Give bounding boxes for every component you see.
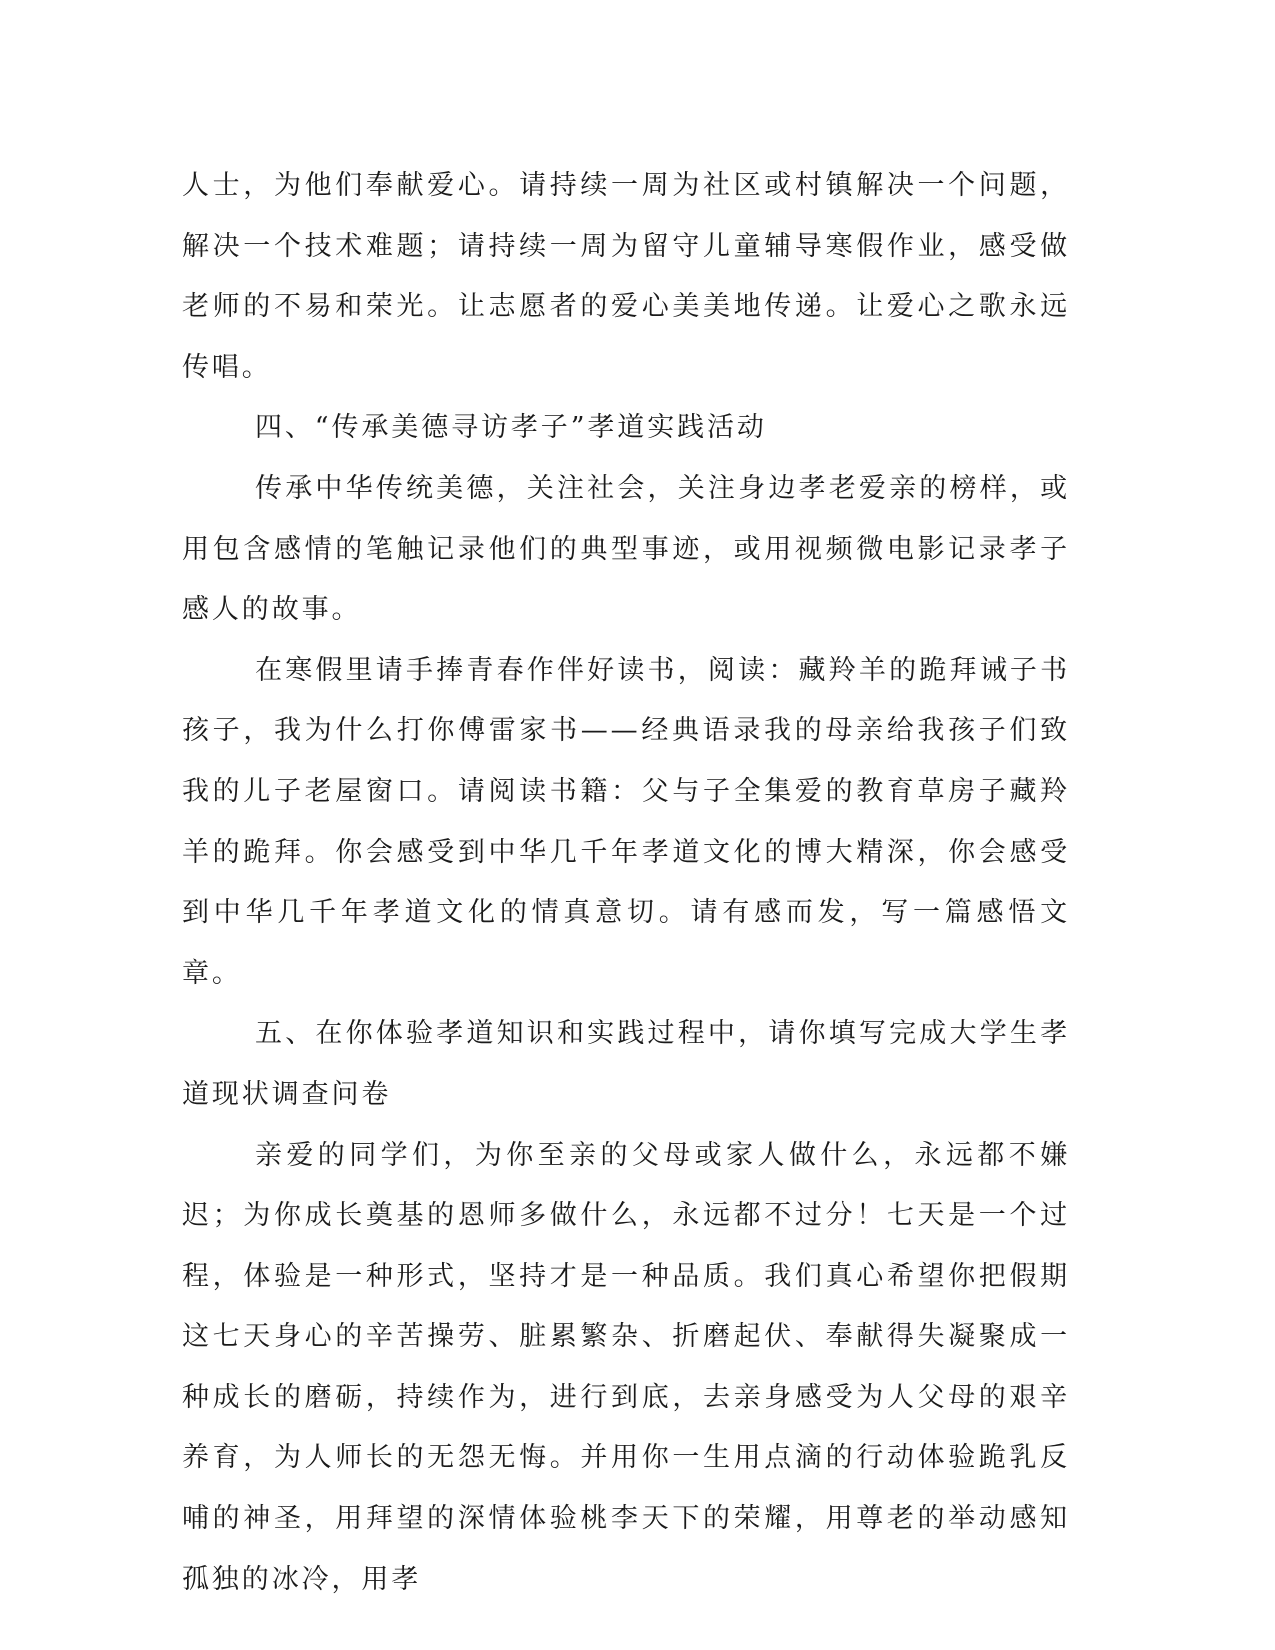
paragraph-filial-role-models: 传承中华传统美德，关注社会，关注身边孝老爱亲的榜样，或用包含感情的笔触记录他们的典型事迹，或用视频微电影记录孝子感人的故事。: [182, 472, 1070, 626]
section-heading-filial-practice: 四、“传承美德寻访孝子”孝道实践活动: [255, 412, 767, 444]
document-page: [182, 156, 1070, 1610]
paragraph-volunteer-continuation: 人士，为他们奉献爱心。请持续一周为社区或村镇解决一个问题，解决一个技术难题；请持续一周为留守儿童辅导寒假作业，感受做老师的不易和荣光。让志愿者的爱心美美地传递。让爱心之歌永远传唱。: [182, 170, 1070, 383]
paragraph-winter-reading: 在寒假里请手捧青春作伴好读书，阅读：藏羚羊的跪拜诫子书孩子，我为什么打你傅雷家书——经典语录我的母亲给我孩子们致我的儿子老屋窗口。请阅读书籍：父与子全集爱的教育草房子藏羚羊的跪拜。你会感受到中华几千年孝道文化的博大精深，你会感受到中华几千年孝道文化的情真意切。请有感而发，写一篇感悟文章。: [182, 654, 1070, 989]
section-heading-survey: 五、在你体验孝道知识和实践过程中，请你填写完成大学生孝道现状调查问卷: [182, 1018, 1070, 1110]
paragraph-closing-address: 亲爱的同学们，为你至亲的父母或家人做什么，永远都不嫌迟；为你成长奠基的恩师多做什么，永远都不过分！七天是一个过程，体验是一种形式，坚持才是一种品质。我们真心希望你把假期这七天身心的辛苦操劳、脏累繁杂、折磨起伏、奉献得失凝聚成一种成长的磨砺，持续作为，进行到底，去亲身感受为人父母的艰辛养育，为人师长的无怨无悔。并用你一生用点滴的行动体验跪乳反哺的神圣，用拜望的深情体验桃李天下的荣耀，用尊老的举动感知孤独的冰冷，用孝: [182, 1139, 1070, 1595]
